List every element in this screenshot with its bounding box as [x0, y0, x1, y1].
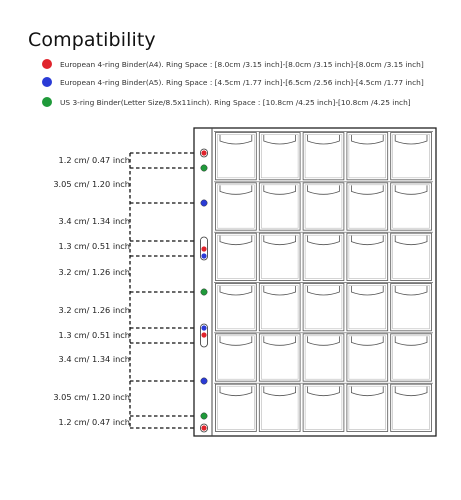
blue-hole-icon — [201, 253, 206, 258]
dimension-label: 3.4 cm/ 1.34 inch — [58, 216, 130, 226]
combined-ring-slot — [201, 424, 208, 432]
blue-hole-icon — [201, 325, 206, 330]
blue-hole-icon — [201, 378, 207, 384]
dimension-label: 3.05 cm/ 1.20 inch — [53, 179, 130, 189]
dimension-lines — [130, 153, 196, 428]
dimension-label: 3.05 cm/ 1.20 inch — [53, 392, 130, 402]
green-hole-icon — [201, 289, 207, 295]
red-hole-icon — [201, 150, 206, 155]
blue-hole-icon — [201, 200, 207, 206]
legend-label: US 3-ring Binder(Letter Size/8.5x11inch). Ring Space : [10.8cm /4.25 inch]-[10.8cm /4.25 inch] — [60, 97, 411, 107]
green-hole-icon — [201, 165, 207, 171]
dimension-label: 1.2 cm/ 0.47 inch — [58, 155, 130, 165]
combined-ring-slot — [201, 237, 208, 260]
green-hole-icon — [201, 413, 207, 419]
dimension-label: 3.4 cm/ 1.34 inch — [58, 354, 130, 364]
legend-label: European 4-ring Binder(A5). Ring Space : [4.5cm /1.77 inch]-[6.5cm /2.56 inch]-[4.5cm /1.77 inch] — [60, 77, 424, 87]
red-hole-icon — [201, 332, 206, 337]
combined-ring-slot — [201, 149, 208, 157]
red-hole-icon — [201, 246, 206, 251]
legend-label: European 4-ring Binder(A4). Ring Space : [8.0cm /3.15 inch]-[8.0cm /3.15 inch]-[8.0cm /3.15 inch] — [60, 59, 424, 69]
coin-sheet — [194, 128, 436, 436]
combined-ring-slot — [201, 324, 208, 347]
dimension-label: 3.2 cm/ 1.26 inch — [58, 305, 130, 315]
page-title: Compatibility — [28, 29, 156, 51]
dimension-label: 1.3 cm/ 0.51 inch — [58, 241, 130, 251]
dimension-label: 1.2 cm/ 0.47 inch — [58, 417, 130, 427]
dimension-label: 1.3 cm/ 0.51 inch — [58, 330, 130, 340]
red-hole-icon — [201, 425, 206, 430]
sheet-outline — [194, 128, 436, 436]
dimension-label: 3.2 cm/ 1.26 inch — [58, 267, 130, 277]
